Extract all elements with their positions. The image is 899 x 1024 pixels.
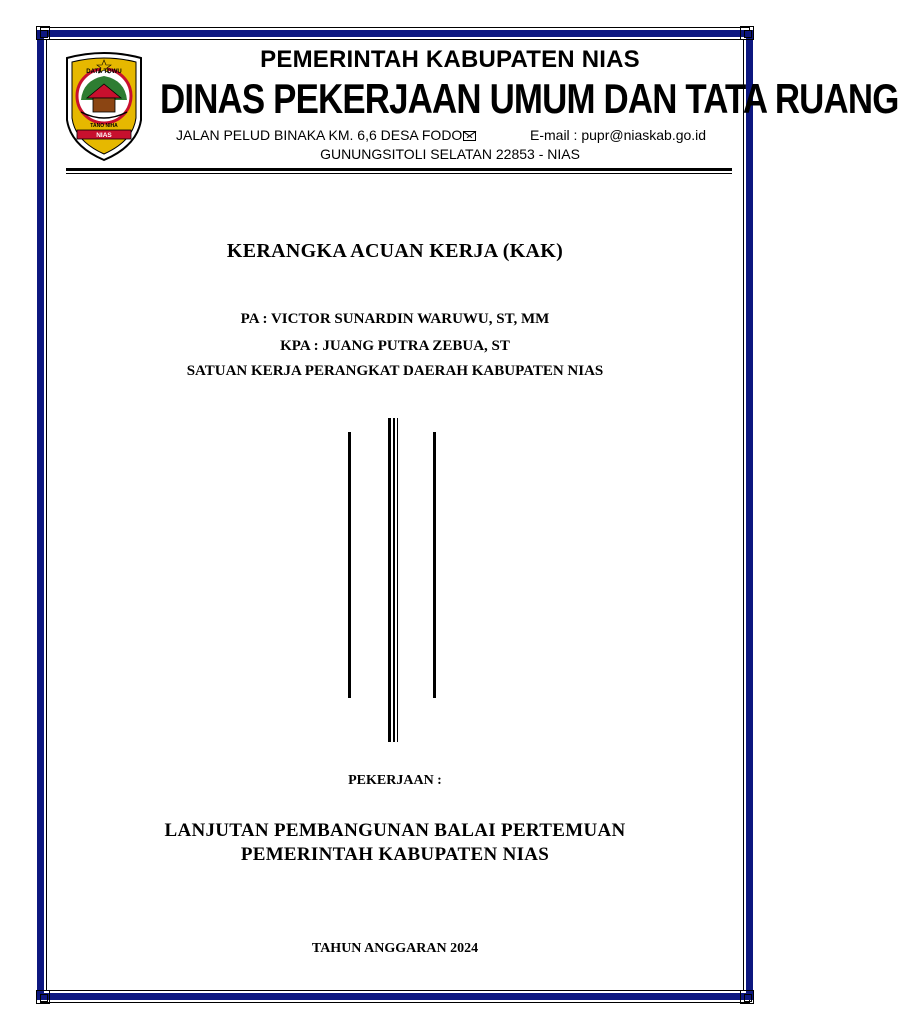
vline-center-b bbox=[393, 418, 395, 742]
corner-ornament-bottom-right bbox=[740, 990, 754, 1004]
vline-center-c bbox=[397, 418, 398, 742]
fiscal-year: TAHUN ANGGARAN 2024 bbox=[311, 941, 479, 956]
letterhead-rule-thin bbox=[66, 173, 732, 174]
email-text: E-mail : pupr@niaskab.go.id bbox=[530, 127, 707, 143]
pekerjaan-label: PEKERJAAN : bbox=[348, 773, 442, 788]
kpa-line: KPA : JUANG PUTRA ZEBUA, ST bbox=[280, 338, 510, 354]
vline-right bbox=[433, 432, 436, 698]
corner-ornament-top-right bbox=[740, 26, 754, 40]
svg-text:TANO NIHA: TANO NIHA bbox=[90, 123, 118, 129]
corner-ornament-top-left bbox=[36, 26, 50, 40]
agency-name: PEMERINTAH KABUPATEN NIAS bbox=[260, 46, 640, 73]
pa-line: PA : VICTOR SUNARDIN WARUWU, ST, MM bbox=[240, 311, 550, 327]
envelope-icon bbox=[463, 131, 476, 141]
project-title-line-1: LANJUTAN PEMBANGUNAN BALAI PERTEMUAN bbox=[164, 820, 626, 841]
letterhead-rule-thick bbox=[66, 168, 732, 171]
satker-line: SATUAN KERJA PERANGKAT DAERAH KABUPATEN NIAS bbox=[186, 363, 604, 379]
address-text: JALAN PELUD BINAKA KM. 6,6 DESA FODO bbox=[176, 127, 463, 143]
vline-center-a bbox=[388, 418, 391, 742]
nias-regency-logo bbox=[63, 50, 145, 162]
svg-text:DATA TOWU: DATA TOWU bbox=[86, 69, 122, 75]
vline-left bbox=[348, 432, 351, 698]
svg-text:NIAS: NIAS bbox=[96, 132, 112, 139]
project-title-line-2: PEMERINTAH KABUPATEN NIAS bbox=[240, 844, 550, 865]
document-title: KERANGKA ACUAN KERJA (KAK) bbox=[226, 240, 564, 262]
department-name: DINAS PEKERJAAN UMUM DAN TATA RUANG bbox=[160, 75, 899, 122]
corner-ornament-bottom-left bbox=[36, 990, 50, 1004]
address-line-2: GUNUNGSITOLI SELATAN 22853 - NIAS bbox=[320, 146, 580, 162]
address-line bbox=[176, 127, 736, 143]
